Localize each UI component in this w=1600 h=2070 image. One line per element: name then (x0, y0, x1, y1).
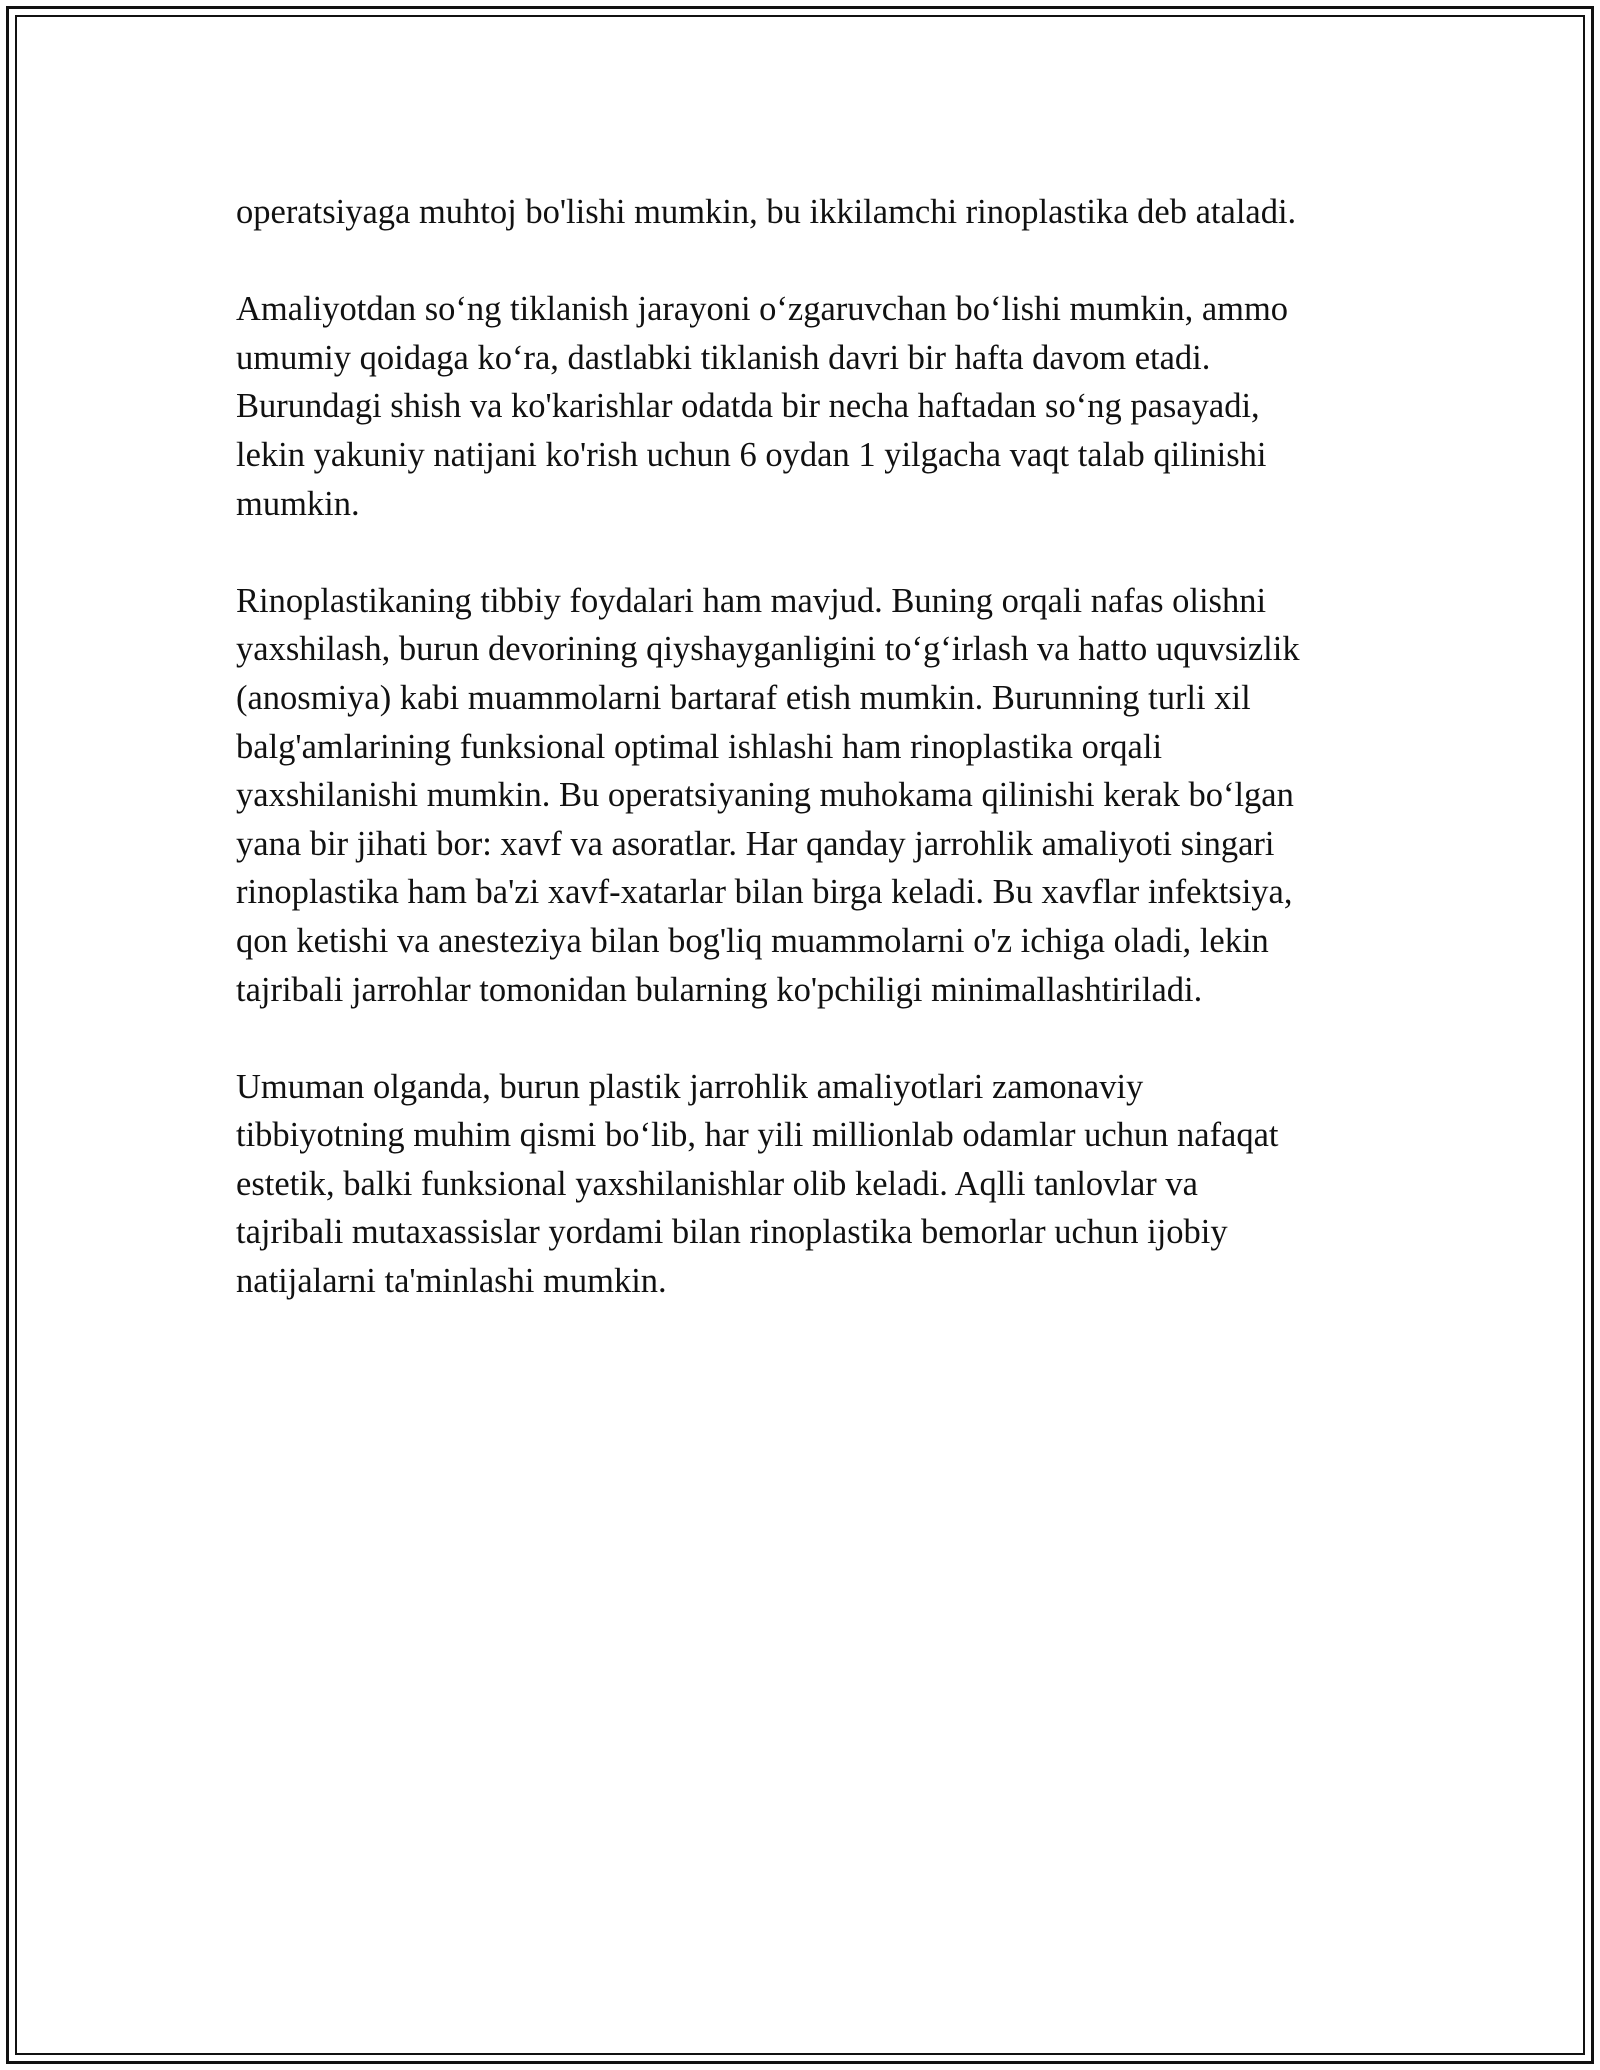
text-line: Burundagi shish va ko'karishlar odatda bir necha haftadan so‘ng pasayadi, (236, 387, 1260, 426)
paragraph-1 (236, 188, 1386, 237)
text-line: operatsiyaga muhtoj bo'lishi mumkin, bu ikkilamchi rinoplastika deb ataladi. (236, 193, 1297, 231)
document-body (236, 188, 1386, 1354)
text-line: natijalarni ta'minlashi mumkin. (236, 1262, 667, 1301)
text-line: yaxshilanishi mumkin. Bu operatsiyaning muhokama qilinishi kerak bo‘lgan (236, 776, 1294, 815)
text-line: Amaliyotdan so‘ng tiklanish jarayoni o‘zgaruvchan bo‘lishi mumkin, ammo (236, 290, 1289, 329)
text-line: Umuman olganda, burun plastik jarrohlik amaliyotlari zamonaviy (236, 1067, 1144, 1106)
text-line: (anosmiya) kabi muammolarni bartaraf etish mumkin. Burunning turli xil (236, 678, 1251, 717)
text-line: tajribali jarrohlar tomonidan bularning ko'pchiligi minimallashtiriladi. (236, 970, 1203, 1009)
text-line: qon ketishi va anesteziya bilan bog'liq muammolarni o'z ichiga oladi, lekin (236, 921, 1269, 960)
text-line: balg'amlarining funksional optimal ishlashi ham rinoplastika orqali (236, 727, 1163, 766)
paragraph-3 (236, 577, 1386, 1014)
text-line: lekin yakuniy natijani ko'rish uchun 6 oydan 1 yilgacha vaqt talab qilinishi (236, 435, 1267, 474)
text-line: tibbiyotning muhim qismi bo‘lib, har yili millionlab odamlar uchun nafaqat (236, 1116, 1279, 1155)
paragraph-4 (236, 1063, 1386, 1306)
text-line: rinoplastika ham ba'zi xavf-xatarlar bilan birga keladi. Bu xavflar infektsiya, (236, 873, 1293, 912)
text-line: yaxshilash, burun devorining qiyshayganligini to‘g‘irlash va hatto uquvsizlik (236, 630, 1300, 669)
paragraph-2 (236, 285, 1386, 528)
text-line: umumiy qoidaga ko‘ra, dastlabki tiklanish davri bir hafta davom etadi. (236, 338, 1211, 377)
text-line: yana bir jihati bor: xavf va asoratlar. Har qanday jarrohlik amaliyoti singari (236, 824, 1275, 863)
text-line: Rinoplastikaning tibbiy foydalari ham mavjud. Buning orqali nafas olishni (236, 581, 1267, 620)
text-line: estetik, balki funksional yaxshilanishlar olib keladi. Aqlli tanlovlar va (236, 1164, 1198, 1203)
text-line: tajribali mutaxassislar yordami bilan rinoplastika bemorlar uchun ijobiy (236, 1213, 1228, 1252)
text-line: mumkin. (236, 484, 360, 523)
